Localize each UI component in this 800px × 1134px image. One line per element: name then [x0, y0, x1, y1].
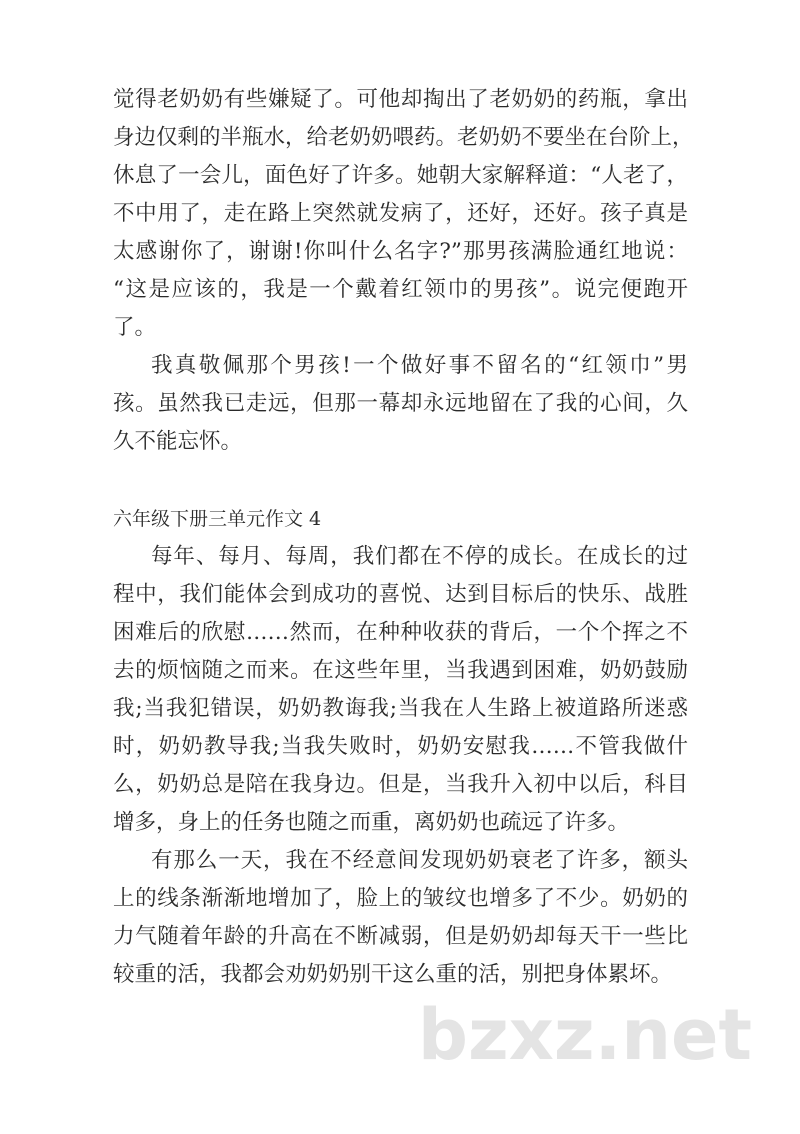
- text-line: 太感谢你了，谢谢!你叫什么名字?”那男孩满脸通红地说：: [113, 239, 688, 264]
- text-line: 久不能忘怀。: [113, 429, 243, 454]
- text-line: 困难后的欣慰……然而，在种种收获的背后，一个个挥之不: [113, 620, 688, 645]
- text-line: 增多，身上的任务也随之而重，离奶奶也疏远了许多。: [113, 810, 630, 835]
- text-line: 么，奶奶总是陪在我身边。但是，当我升入初中以后，科目: [113, 772, 688, 797]
- text-line: 上的线条渐渐地增加了，脸上的皱纹也增多了不少。奶奶的: [113, 886, 688, 911]
- text-line: 觉得老奶奶有些嫌疑了。可他却掏出了老奶奶的药瓶，拿出: [113, 87, 688, 112]
- text-line: 每年、每月、每周，我们都在不停的成长。在成长的过: [151, 544, 688, 569]
- watermark: bzxz.net: [417, 994, 752, 1076]
- text-line: 我真敬佩那个男孩!一个做好事不留名的“红领巾”男: [151, 353, 688, 378]
- text-line: 时，奶奶教导我;当我失败时，奶奶安慰我……不管我做什: [113, 734, 688, 759]
- text-line: 我;当我犯错误，奶奶教诲我;当我在人生路上被道路所迷惑: [113, 696, 688, 721]
- text-line: 程中，我们能体会到成功的喜悦、达到目标后的快乐、战胜: [113, 582, 688, 607]
- text-line: 不中用了，走在路上突然就发病了，还好，还好。孩子真是: [113, 201, 688, 226]
- text-line: 了。: [113, 315, 157, 340]
- text-line: 休息了一会儿，面色好了许多。她朝大家解释道：“人老了，: [113, 163, 688, 188]
- text-line: 有那么一天，我在不经意间发现奶奶衰老了许多，额头: [151, 848, 688, 873]
- section-title: 六年级下册三单元作文 4: [113, 508, 322, 530]
- text-line: “这是应该的，我是一个戴着红领巾的男孩”。说完便跑开: [113, 277, 688, 302]
- text-line: 力气随着年龄的升高在不断减弱，但是奶奶却每天干一些比: [113, 924, 688, 949]
- text-line: 身边仅剩的半瓶水，给老奶奶喂药。老奶奶不要坐在台阶上，: [113, 125, 694, 150]
- text-line: 较重的活，我都会劝奶奶别干这么重的活，别把身体累坏。: [113, 962, 673, 987]
- text-line: 去的烦恼随之而来。在这些年里，当我遇到困难，奶奶鼓励: [113, 658, 688, 683]
- text-line: 孩。虽然我已走远，但那一幕却永远地留在了我的心间，久: [113, 391, 688, 416]
